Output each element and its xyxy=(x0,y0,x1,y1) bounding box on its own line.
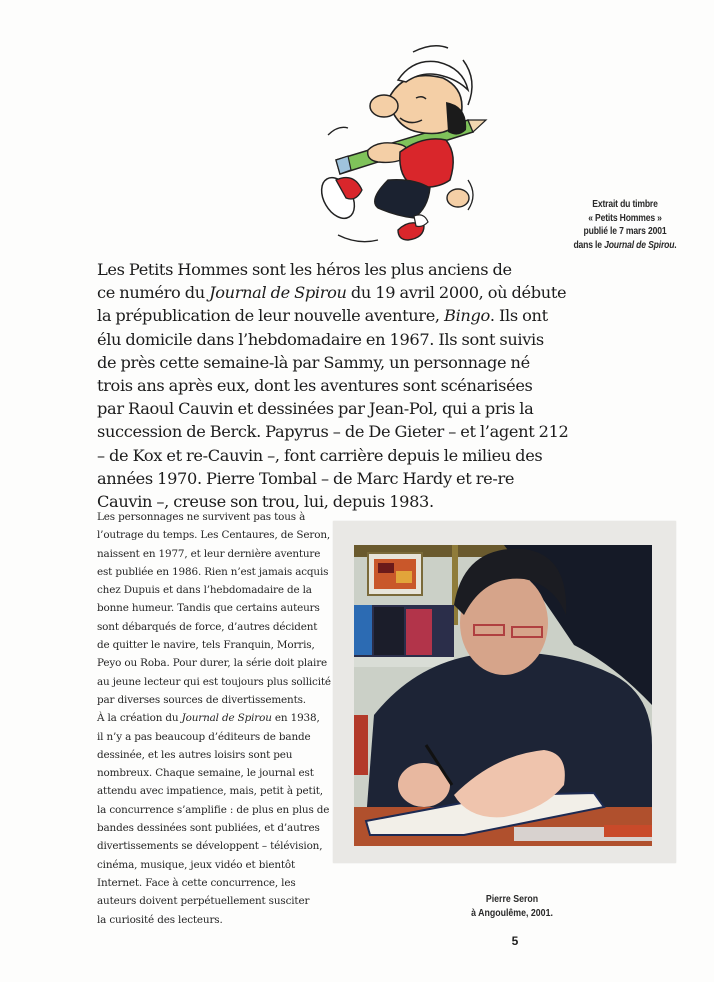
caption-text: dans le xyxy=(573,239,605,251)
photo-caption-line: Pierre Seron xyxy=(485,894,539,905)
page-number: 5 xyxy=(511,934,519,948)
character-fist xyxy=(447,189,469,207)
text-line: de près cette semaine-là par Sammy, un personnage né xyxy=(97,352,530,372)
text-line: – de Kox et re-Cauvin –, font carrière depuis le milieu des xyxy=(97,445,543,465)
text-line: attendu avec impatience, mais, petit à petit, xyxy=(97,785,323,798)
journal-title: Journal de Spirou xyxy=(604,239,675,251)
text-line: années 1970. Pierre Tombal – de Marc Hardy et re-re xyxy=(97,468,515,488)
text-line: naissent en 1977, et leur dernière aventure xyxy=(97,547,321,560)
stamp-caption-line: publié le 7 mars 2001 xyxy=(583,226,667,237)
photo-frame xyxy=(333,521,676,863)
text-line: sont débarqués de force, d’autres décident xyxy=(97,620,318,633)
body-paragraph xyxy=(97,508,337,929)
petits-hommes-illustration xyxy=(318,40,488,250)
text-line: Internet. Face à cette concurrence, les xyxy=(97,876,296,889)
journal-title: Journal de Spirou xyxy=(181,712,272,725)
text-line: la curiosité des lecteurs. xyxy=(97,913,223,926)
text-segment: ce numéro du xyxy=(97,283,210,303)
text-segment: la prépublication de leur nouvelle aventure, xyxy=(97,306,445,326)
photo-caption-line: à Angoulême, 2001. xyxy=(471,907,553,919)
text-line: trois ans après eux, dont les aventures sont scénarisées xyxy=(97,376,533,396)
text-line: bonne humeur. Tandis que certains auteurs xyxy=(97,602,320,615)
text-line: l’outrage du temps. Les Centaures, de Seron, xyxy=(97,529,331,542)
motion-line xyxy=(413,46,448,52)
text-line: divertissements se développent – télévision, xyxy=(97,840,323,853)
album-title: Bingo xyxy=(444,306,490,326)
text-line: succession de Berck. Papyrus – de De Gieter – et l’agent 212 xyxy=(97,422,569,442)
text-line: dessinée, et les autres loisirs sont peu xyxy=(97,748,293,761)
stamp-caption-line: « Petits Hommes » xyxy=(588,212,662,224)
text-line: élu domicile dans l’hebdomadaire en 1967. Ils sont suivis xyxy=(97,329,544,349)
text-line: Cauvin –, creuse son trou, lui, depuis 1983. xyxy=(97,492,434,512)
text-line: par diverses sources de divertissements. xyxy=(97,693,306,706)
seron-photo xyxy=(354,545,652,846)
text-segment: . Ils ont xyxy=(489,306,548,326)
caption-text: . xyxy=(674,239,677,251)
motion-line xyxy=(328,127,348,135)
stamp-caption-line xyxy=(556,239,694,253)
text-segment: en 1938, xyxy=(271,712,320,725)
text-line: la concurrence s’amplifie : de plus en plus de xyxy=(97,803,330,816)
text-line: au jeune lecteur qui est toujours plus sollicité xyxy=(97,675,331,688)
text-line: Les Petits Hommes sont les héros les plus anciens de xyxy=(97,260,512,279)
text-line: de quitter le navire, tels Franquin, Morris, xyxy=(97,639,315,652)
photo-caption xyxy=(449,893,576,920)
text-line: nombreux. Chaque semaine, le journal est xyxy=(97,767,314,780)
character-pants xyxy=(375,180,430,218)
text-line xyxy=(97,281,567,304)
stamp-caption xyxy=(556,198,694,252)
text-line: est publiée en 1986. Rien n’est jamais acquis xyxy=(97,565,329,578)
text-line: auteurs doivent perpétuellement susciter xyxy=(97,895,310,908)
motion-line xyxy=(338,235,378,242)
character-head xyxy=(370,61,468,134)
journal-title: Journal de Spirou xyxy=(209,283,347,303)
text-segment: À la création du xyxy=(97,712,182,725)
stamp-caption-line: Extrait du timbre xyxy=(592,199,658,210)
text-line: bandes dessinées sont publiées, et d’autres xyxy=(97,822,320,835)
text-line: chez Dupuis et dans l’hebdomadaire de la xyxy=(97,584,312,597)
text-line: cinéma, musique, jeux vidéo et bientôt xyxy=(97,858,296,871)
photo-scene xyxy=(354,545,652,846)
text-line: Les personnages ne survivent pas tous à xyxy=(97,511,306,523)
text-line: par Raoul Cauvin et dessinées par Jean-Pol, qui a pris la xyxy=(97,399,534,419)
text-line: Peyo ou Roba. Pour durer, la série doit plaire xyxy=(97,657,328,670)
text-segment: du 19 avril 2000, où débute xyxy=(346,283,567,303)
lead-paragraph xyxy=(97,258,569,513)
text-line xyxy=(97,709,337,727)
text-line: il n’y a pas beaucoup d’éditeurs de bande xyxy=(97,730,311,743)
text-line xyxy=(97,304,548,327)
